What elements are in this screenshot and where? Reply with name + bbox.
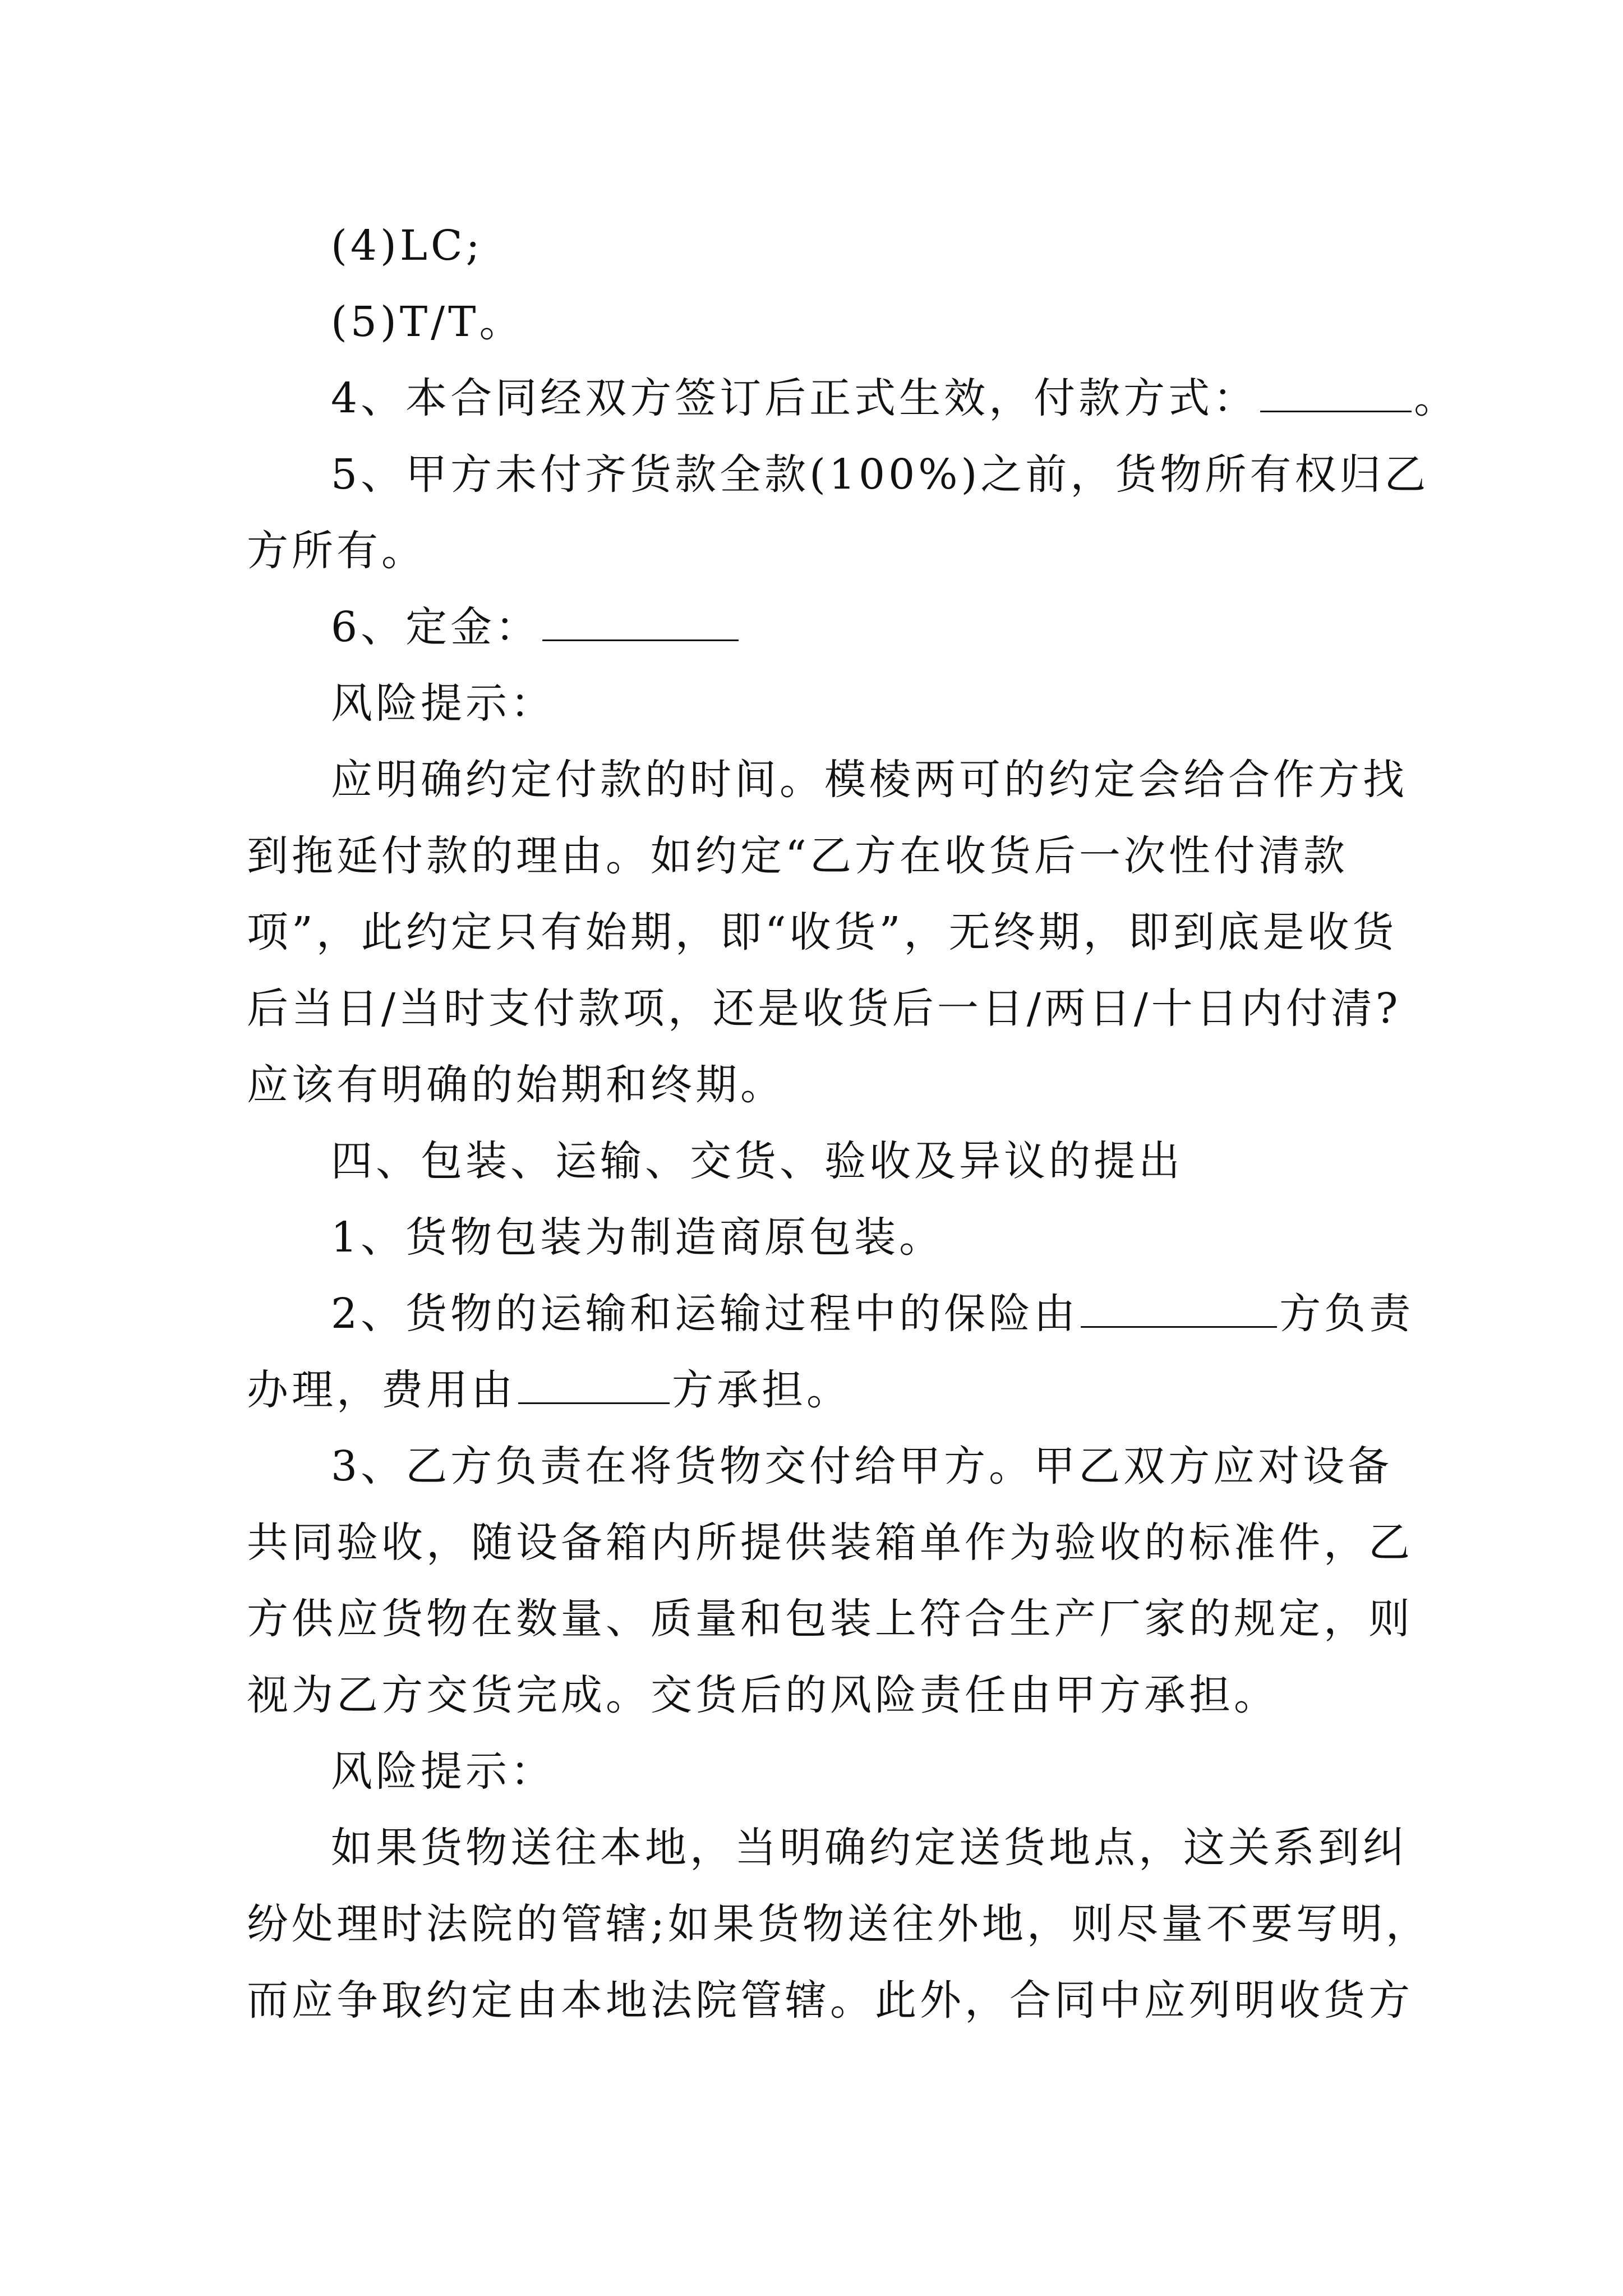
fill-in-blank: [518, 1363, 670, 1404]
risk-note-paragraph: 应明确约定付款的时间。模棱两可的约定会给合作方找: [331, 756, 1408, 804]
clause-text: 2、货物的运输和运输过程中的保险由: [331, 1290, 1079, 1338]
risk-note-paragraph-2: 如果货物送往本地，当明确约定送货地点，这关系到纠: [331, 1824, 1408, 1872]
section-4-heading: 四、包装、运输、交货、验收及异议的提出: [331, 1137, 1183, 1185]
section-4-clause-2-cont: [247, 1352, 1385, 1428]
risk-note-paragraph-cont: 后当日/当时支付款项，还是收货后一日/两日/十日内付清?: [247, 984, 1401, 1033]
payment-option-tt: (5)T/T。: [331, 298, 524, 346]
clause-4-payment-method: [247, 360, 1459, 436]
document-body: [247, 208, 1459, 2039]
risk-note-paragraph-2-cont: 而应争取约定由本地法院管辖。此外，合同中应列明收货方: [247, 1976, 1413, 2024]
clause-text: 6、定金：: [331, 603, 541, 651]
risk-note-paragraph-2-cont: 纷处理时法院的管辖;如果货物送往外地，则尽量不要写明，: [247, 1900, 1431, 1948]
clause-text: 方负责: [1279, 1290, 1414, 1338]
clause-text: 。: [1414, 374, 1459, 422]
clause-5-ownership: 5、甲方未付齐货款全款(100%)之前，货物所有权归乙: [331, 450, 1430, 499]
risk-note-paragraph-cont: 到拖延付款的理由。如约定“乙方在收货后一次性付清款: [247, 832, 1348, 880]
section-4-clause-3-cont: 共同验收，随设备箱内所提供装箱单作为验收的标准件，乙: [247, 1519, 1413, 1567]
clause-6-deposit: [247, 589, 1385, 665]
clause-text: 办理，费用由: [247, 1366, 516, 1414]
section-4-clause-2: [247, 1276, 1414, 1352]
clause-text: 方承担。: [672, 1366, 851, 1414]
clause-text: 4、本合同经双方签订后正式生效，付款方式：: [331, 374, 1258, 422]
risk-note-paragraph-cont: 项”，此约定只有始期，即“收货”，无终期，即到底是收货: [247, 908, 1398, 956]
fill-in-blank: [1081, 1287, 1277, 1328]
risk-note-paragraph-cont: 应该有明确的始期和终期。: [247, 1061, 785, 1109]
fill-in-blank: [1260, 371, 1412, 412]
payment-option-lc: (4)LC;: [331, 222, 483, 270]
fill-in-blank: [542, 600, 739, 641]
section-4-clause-3-cont: 方供应货物在数量、质量和包装上符合生产厂家的规定，则: [247, 1595, 1413, 1643]
section-4-clause-3: 3、乙方负责在将货物交付给甲方。甲乙双方应对设备: [331, 1442, 1393, 1490]
section-4-clause-1: 1、货物包装为制造商原包装。: [331, 1213, 944, 1262]
risk-note-heading-2: 风险提示：: [331, 1747, 555, 1796]
section-4-clause-3-cont: 视为乙方交货完成。交货后的风险责任由甲方承担。: [247, 1671, 1279, 1719]
risk-note-heading: 风险提示：: [331, 679, 555, 728]
clause-5-ownership-cont: 方所有。: [247, 527, 426, 575]
